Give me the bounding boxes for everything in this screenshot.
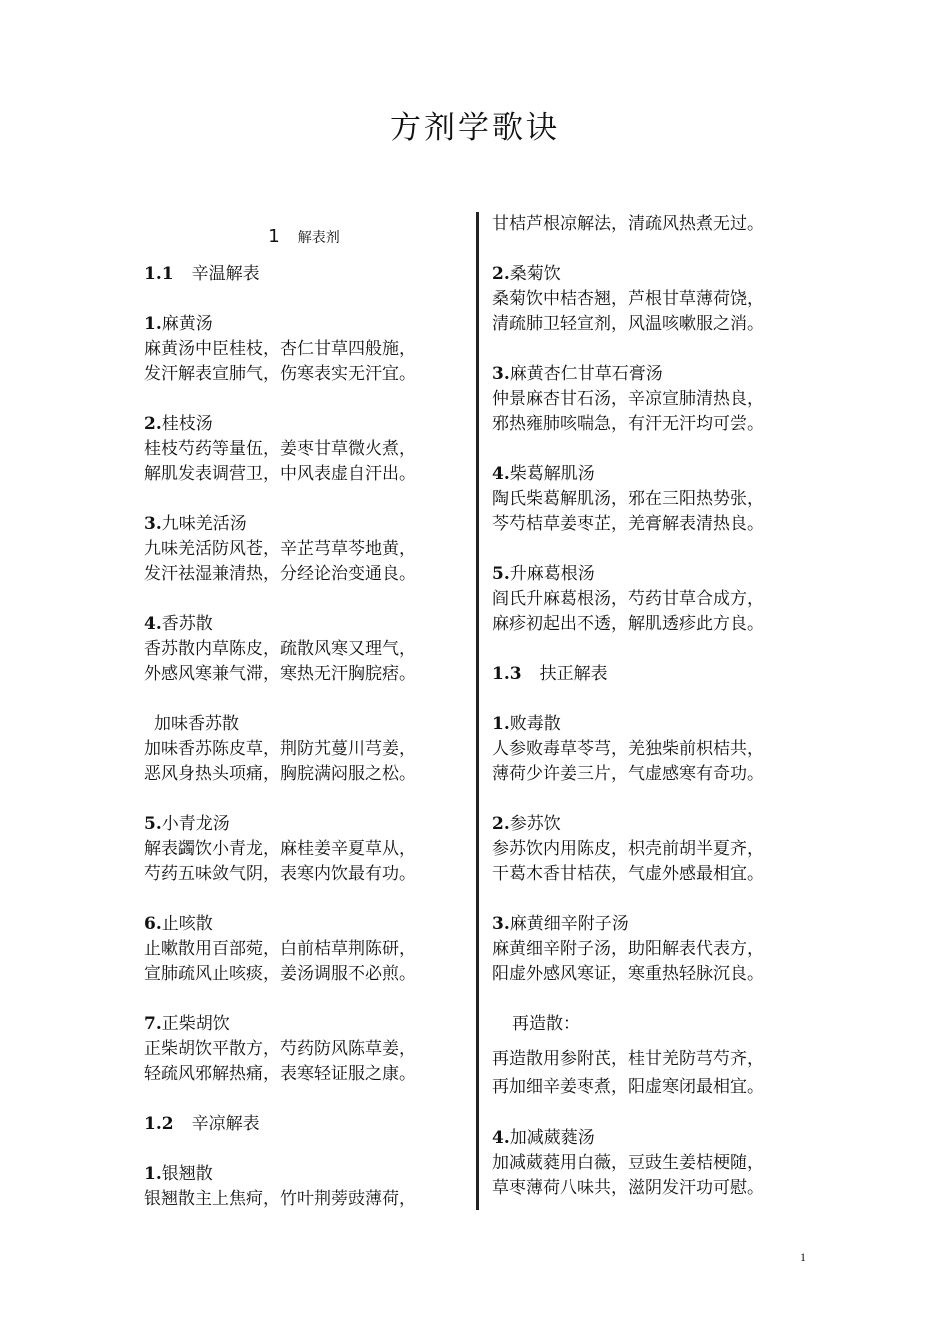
formula-heading: 2.参苏饮 xyxy=(492,814,561,834)
verse-line: 麻黄汤中臣桂枝，杏仁甘草四般施， xyxy=(144,339,416,359)
verse-line: 加减葳蕤用白薇，豆豉生姜桔梗随， xyxy=(492,1153,764,1173)
formula-subheading: 加味香苏散 xyxy=(154,714,239,734)
right-column xyxy=(492,212,812,1201)
verse-line: 恶风身热头项痛，胸脘满闷服之松。 xyxy=(144,764,416,784)
formula-heading: 3.麻黄杏仁甘草石膏汤 xyxy=(492,364,663,384)
verse-line: 人参败毒草苓芎，羌独柴前枳桔共， xyxy=(492,739,764,759)
verse-line: 再加细辛姜枣煮，阳虚寒闭最相宜。 xyxy=(492,1077,764,1097)
formula-heading: 2.桂枝汤 xyxy=(144,414,213,434)
verse-line: 邪热雍肺咳喘急，有汗无汗均可尝。 xyxy=(492,414,764,434)
section-heading: 1.1 辛温解表 xyxy=(144,264,260,284)
section-heading: 1.2 辛凉解表 xyxy=(144,1114,260,1134)
verse-line: 麻疹初起出不透，解肌透疹此方良。 xyxy=(492,614,764,634)
verse-line: 解肌发表调营卫，中风表虚自汗出。 xyxy=(144,464,416,484)
formula-heading: 7.正柴胡饮 xyxy=(144,1014,230,1034)
verse-line: 阳虚外感风寒证，寒重热轻脉沉良。 xyxy=(492,964,764,984)
formula-heading: 4.柴葛解肌汤 xyxy=(492,464,595,484)
formula-heading: 1.败毒散 xyxy=(492,714,561,734)
formula-heading: 2.桑菊饮 xyxy=(492,264,561,284)
page-title: 方剂学歌诀 xyxy=(390,110,560,146)
verse-line: 再造散用参附芪，桂甘羌防芎芍齐， xyxy=(492,1049,764,1069)
formula-heading: 5.小青龙汤 xyxy=(144,814,230,834)
verse-line: 陶氏柴葛解肌汤，邪在三阳热势张， xyxy=(492,489,764,509)
verse-line: 干葛木香甘桔茯，气虚外感最相宜。 xyxy=(492,864,764,884)
formula-heading: 1.银翘散 xyxy=(144,1164,213,1184)
formula-subheading: 再造散： xyxy=(512,1014,580,1034)
verse-line: 仲景麻杏甘石汤，辛凉宣肺清热良， xyxy=(492,389,764,409)
verse-line: 正柴胡饮平散方，芍药防风陈草姜， xyxy=(144,1039,416,1059)
verse-line: 止嗽散用百部菀，白前桔草荆陈研， xyxy=(144,939,416,959)
verse-line: 芍药五味敛气阴，表寒内饮最有功。 xyxy=(144,864,416,884)
verse-line: 加味香苏陈皮草，荆防艽蔓川芎姜， xyxy=(144,739,416,759)
formula-heading: 4.加减葳蕤汤 xyxy=(492,1128,595,1148)
column-divider xyxy=(476,212,479,1210)
formula-heading: 6.止咳散 xyxy=(144,914,213,934)
verse-line: 麻黄细辛附子汤，助阳解表代表方， xyxy=(492,939,764,959)
verse-line: 九味羌活防风苍，辛芷芎草芩地黄， xyxy=(144,539,416,559)
verse-line: 参苏饮内用陈皮，枳壳前胡半夏齐， xyxy=(492,839,764,859)
verse-line: 薄荷少许姜三片，气虚感寒有奇功。 xyxy=(492,764,764,784)
verse-line: 发汗祛湿兼清热，分经论治变通良。 xyxy=(144,564,416,584)
formula-heading: 1.麻黄汤 xyxy=(144,314,213,334)
verse-line: 甘桔芦根凉解法，清疏风热煮无过。 xyxy=(492,214,764,234)
verse-line: 桑菊饮中桔杏翘，芦根甘草薄荷饶， xyxy=(492,289,764,309)
left-column xyxy=(144,212,464,1212)
verse-line: 银翘散主上焦疴，竹叶荆蒡豉薄荷， xyxy=(144,1189,416,1209)
verse-line: 发汗解表宣肺气，伤寒表实无汗宜。 xyxy=(144,364,416,384)
formula-heading: 3.麻黄细辛附子汤 xyxy=(492,914,629,934)
verse-line: 解表蠲饮小青龙，麻桂姜辛夏草从， xyxy=(144,839,416,859)
verse-line: 芩芍桔草姜枣芷，羌膏解表清热良。 xyxy=(492,514,764,534)
verse-line: 香苏散内草陈皮，疏散风寒又理气， xyxy=(144,639,416,659)
verse-line: 桂枝芍药等量伍，姜枣甘草微火煮， xyxy=(144,439,416,459)
verse-line: 清疏肺卫轻宣剂，风温咳嗽服之消。 xyxy=(492,314,764,334)
formula-heading: 4.香苏散 xyxy=(144,614,213,634)
chapter-number: 1 xyxy=(268,226,280,247)
verse-line: 阎氏升麻葛根汤，芍药甘草合成方， xyxy=(492,589,764,609)
verse-line: 外感风寒兼气滞，寒热无汗胸脘痞。 xyxy=(144,664,416,684)
verse-line: 草枣薄荷八味共，滋阴发汗功可慰。 xyxy=(492,1178,764,1198)
formula-heading: 3.九味羌活汤 xyxy=(144,514,247,534)
chapter-name: 解表剂 xyxy=(297,230,340,246)
formula-heading: 5.升麻葛根汤 xyxy=(492,564,595,584)
section-heading: 1.3 扶正解表 xyxy=(492,664,608,684)
chapter-heading xyxy=(144,212,464,262)
verse-line: 宣肺疏风止咳痰，姜汤调服不必煎。 xyxy=(144,964,416,984)
page-number: 1 xyxy=(800,1250,806,1264)
verse-line: 轻疏风邪解热痛，表寒轻证服之康。 xyxy=(144,1064,416,1084)
